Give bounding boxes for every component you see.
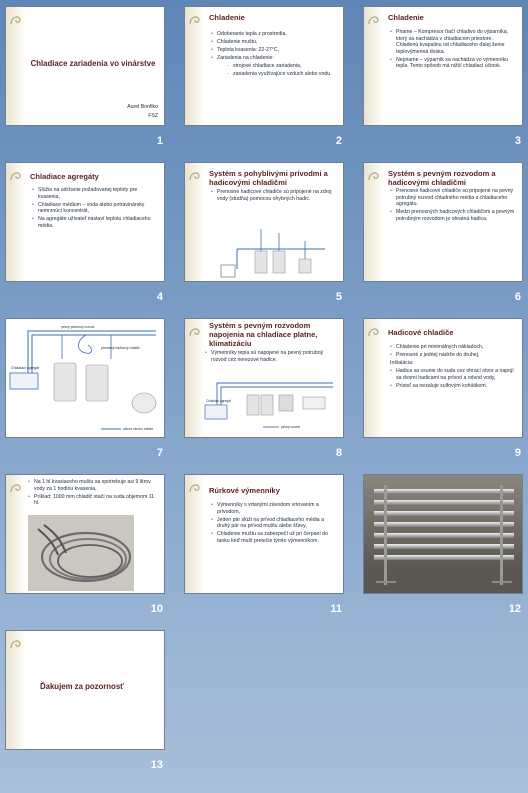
slide-number-1: 1 xyxy=(156,135,163,147)
bullet-item: • Na 1 hl kvasiaceho muštu sa spotrebuje asi 9 litrov vody za 1 hodinu kvasenia, xyxy=(28,479,158,492)
slide-number-4: 4 xyxy=(156,291,163,303)
diagram-legend: pevný rozvod xyxy=(281,425,300,429)
diagram-label-hadica: prenosný hadicový chladič xyxy=(101,346,140,350)
swirl-icon xyxy=(187,12,203,28)
bullet-item: • Na agregáte užívateľ nastaví teplotu chladiaceho média. xyxy=(32,216,158,229)
bullet-item: • Príklad: 1000 mm chladič stačí na suda objemom 11 hl. xyxy=(28,494,158,507)
slide-thumbnail-2[interactable] xyxy=(184,6,344,126)
slide-thumbnail-11[interactable] xyxy=(184,474,344,594)
bullet-item: Inštalácia: xyxy=(390,360,414,367)
bullet-item: • Teplota kvasenia: 22-27°C, xyxy=(211,47,337,54)
slide-number-2: 2 xyxy=(335,135,342,147)
hose-cooler-photo xyxy=(28,515,134,591)
bullet-item: • Prenosné hadicové chladiče sú pripojené na pevný potrubný rozvod chladného média z chladiaceho agregátu. xyxy=(390,188,516,208)
slide-body xyxy=(205,350,337,365)
bullet-item: • Prenosné z jednej nádrže do druhej, xyxy=(390,352,516,359)
slide-thumbnail-6[interactable] xyxy=(363,162,523,282)
slide-title: Chladiace zariadenia vo vinárstve xyxy=(30,59,156,68)
slide-thumbnail-12[interactable] xyxy=(363,474,523,594)
slide-title: Systém s pohyblivými prívodmi a hadicovými chladičmi xyxy=(209,169,328,187)
bullet-item: • Zariadenia na chladenie: xyxy=(211,55,337,62)
slide-author: Aurel Bonfiko xyxy=(127,104,158,110)
slide-thumbnail-7[interactable] xyxy=(5,318,165,438)
slide-title: Chladenie xyxy=(388,13,424,22)
swirl-icon xyxy=(8,480,24,496)
slide-thumbnail-5[interactable] xyxy=(184,162,344,282)
slide-number-7: 7 xyxy=(156,447,163,459)
swirl-icon xyxy=(8,168,24,184)
slide-thumbnail-13[interactable] xyxy=(5,630,165,750)
diagram-label-agregat: Chladiaci agregát xyxy=(206,399,231,403)
slide-thumbnail-8[interactable] xyxy=(184,318,344,438)
slide-number-3: 3 xyxy=(514,135,521,147)
bullet-item: • Medzi prenosných hadicových chladičom a pevným potrubným rozvodom je obratná hadica. xyxy=(390,209,516,222)
slide-body xyxy=(211,189,337,204)
hose-system-diagram xyxy=(215,221,335,281)
bullet-item: • Výmenníky tepla sú napojené na pevný potrubný rozvod cez nerezové hadice. xyxy=(205,350,337,363)
slide-number-6: 6 xyxy=(514,291,521,303)
slide-body xyxy=(390,344,516,391)
slide-body xyxy=(28,479,158,508)
slide-thumbnail-10[interactable] xyxy=(5,474,165,594)
plate-cooling-diagram xyxy=(203,375,343,435)
tube-exchanger-photo xyxy=(364,475,523,594)
slide-body xyxy=(390,29,516,72)
slide-number-12: 12 xyxy=(508,603,521,615)
slide-title: Chladiace agregáty xyxy=(30,172,99,181)
bullet-item: • Hadica sa vsunie do suda cez ohrací otvor a napojí sa dvomi hadicami na prívod a odvod vody, xyxy=(390,368,516,381)
slide-thumbnail-3[interactable] xyxy=(363,6,523,126)
slide-org: FSZ xyxy=(148,113,158,119)
bullet-item: • Chladenie pri minimálnych nákladoch, xyxy=(390,344,516,351)
bullet-item: • Odoberanie tepla z prostredia, xyxy=(211,31,337,38)
bullet-item: • Priame – Kompresor ťiačí chladivo do výparníka, ktorý sa nachádza v chladiacom priestore. Chladenú kvapalinu od chladiaceho ďalej ženie teplovýmenná doska. xyxy=(390,29,516,55)
bullet-item: • Nepriame – výparník sa nachádza vo výmenníku tepla. Tento spôsob má nižší chladiaci účinok. xyxy=(390,57,516,70)
slide-thumbnail-9[interactable] xyxy=(363,318,523,438)
slide-body xyxy=(211,31,337,80)
diagram-label-agregat: Chladiaci agregát xyxy=(11,366,39,370)
slide-number-13: 13 xyxy=(150,759,163,771)
swirl-icon xyxy=(366,12,382,28)
slide-thumbnail-4[interactable] xyxy=(5,162,165,282)
slide-number-10: 10 xyxy=(150,603,163,615)
bullet-item: • Prenosné hadicové chladiče sú pripojené na zdroj vody (studňa) pomocou ohybných hadíc. xyxy=(211,189,337,202)
bullet-item: • Jeden pár slúži na prívod chladiaceho média a druhý pár na prívod muštu alebo šťavy, xyxy=(211,517,337,530)
slide-number-11: 11 xyxy=(330,603,342,615)
swirl-icon xyxy=(8,636,24,652)
bullet-item: • Chladenie muštu sa zabezpečí už pri čerpaní do tanku keď mušt pretečie týmto výmenníkom. xyxy=(211,531,337,544)
slide-title: Rúrkové výmenníky xyxy=(209,486,280,495)
swirl-icon xyxy=(187,324,203,340)
slide-number-8: 8 xyxy=(335,447,342,459)
swirl-icon xyxy=(8,12,24,28)
slide-body xyxy=(211,502,337,546)
fixed-piping-diagram xyxy=(6,319,165,438)
coiled-hose-image xyxy=(28,515,134,591)
sub-bullet-item: - zariadenia využívajúce vzduch alebo vodu. xyxy=(211,71,337,78)
swirl-icon xyxy=(366,168,382,184)
slide-title: Systém s pevným rozvodom napojenia na chladiace platne, klimatizáciu xyxy=(209,321,318,348)
slide-body xyxy=(32,187,158,231)
bullet-item: • Chladiace médium – voda alebo potravinársky nemrznúci koncentrát, xyxy=(32,202,158,215)
swirl-icon xyxy=(366,324,382,340)
bullet-item: • Prístoľ sa nezaluje sulfovým kohútikom. xyxy=(390,383,516,390)
sub-bullet-item: - strojové chladiace zariadenia, xyxy=(211,63,337,70)
swirl-icon xyxy=(187,168,203,184)
slide-title: Hadicové chladiče xyxy=(388,328,454,337)
slide-title: Ďakujem za pozornosť xyxy=(40,682,124,691)
slide-body xyxy=(390,188,516,224)
slide-title: Chladenie xyxy=(209,13,245,22)
slide-number-9: 9 xyxy=(514,447,521,459)
slide-title: Systém s pevným rozvodom a hadicovými chladičmi xyxy=(388,169,496,187)
diagram-legend: obvod okruhu média xyxy=(123,427,153,431)
bullet-item: • Slúžia na udržanie požadovanej teploty pre kvasenia, xyxy=(32,187,158,200)
bullet-item: • Výmenníky s vrtanými závodom vrtovaním a prívodom, xyxy=(211,502,337,515)
bullet-item: • Chladenie muštu, xyxy=(211,39,337,46)
slide-number-5: 5 xyxy=(335,291,342,303)
diagram-label-rozvod: pevný potrubný rozvod xyxy=(61,325,95,329)
slide-thumbnail-1[interactable] xyxy=(5,6,165,126)
swirl-icon xyxy=(187,480,203,496)
